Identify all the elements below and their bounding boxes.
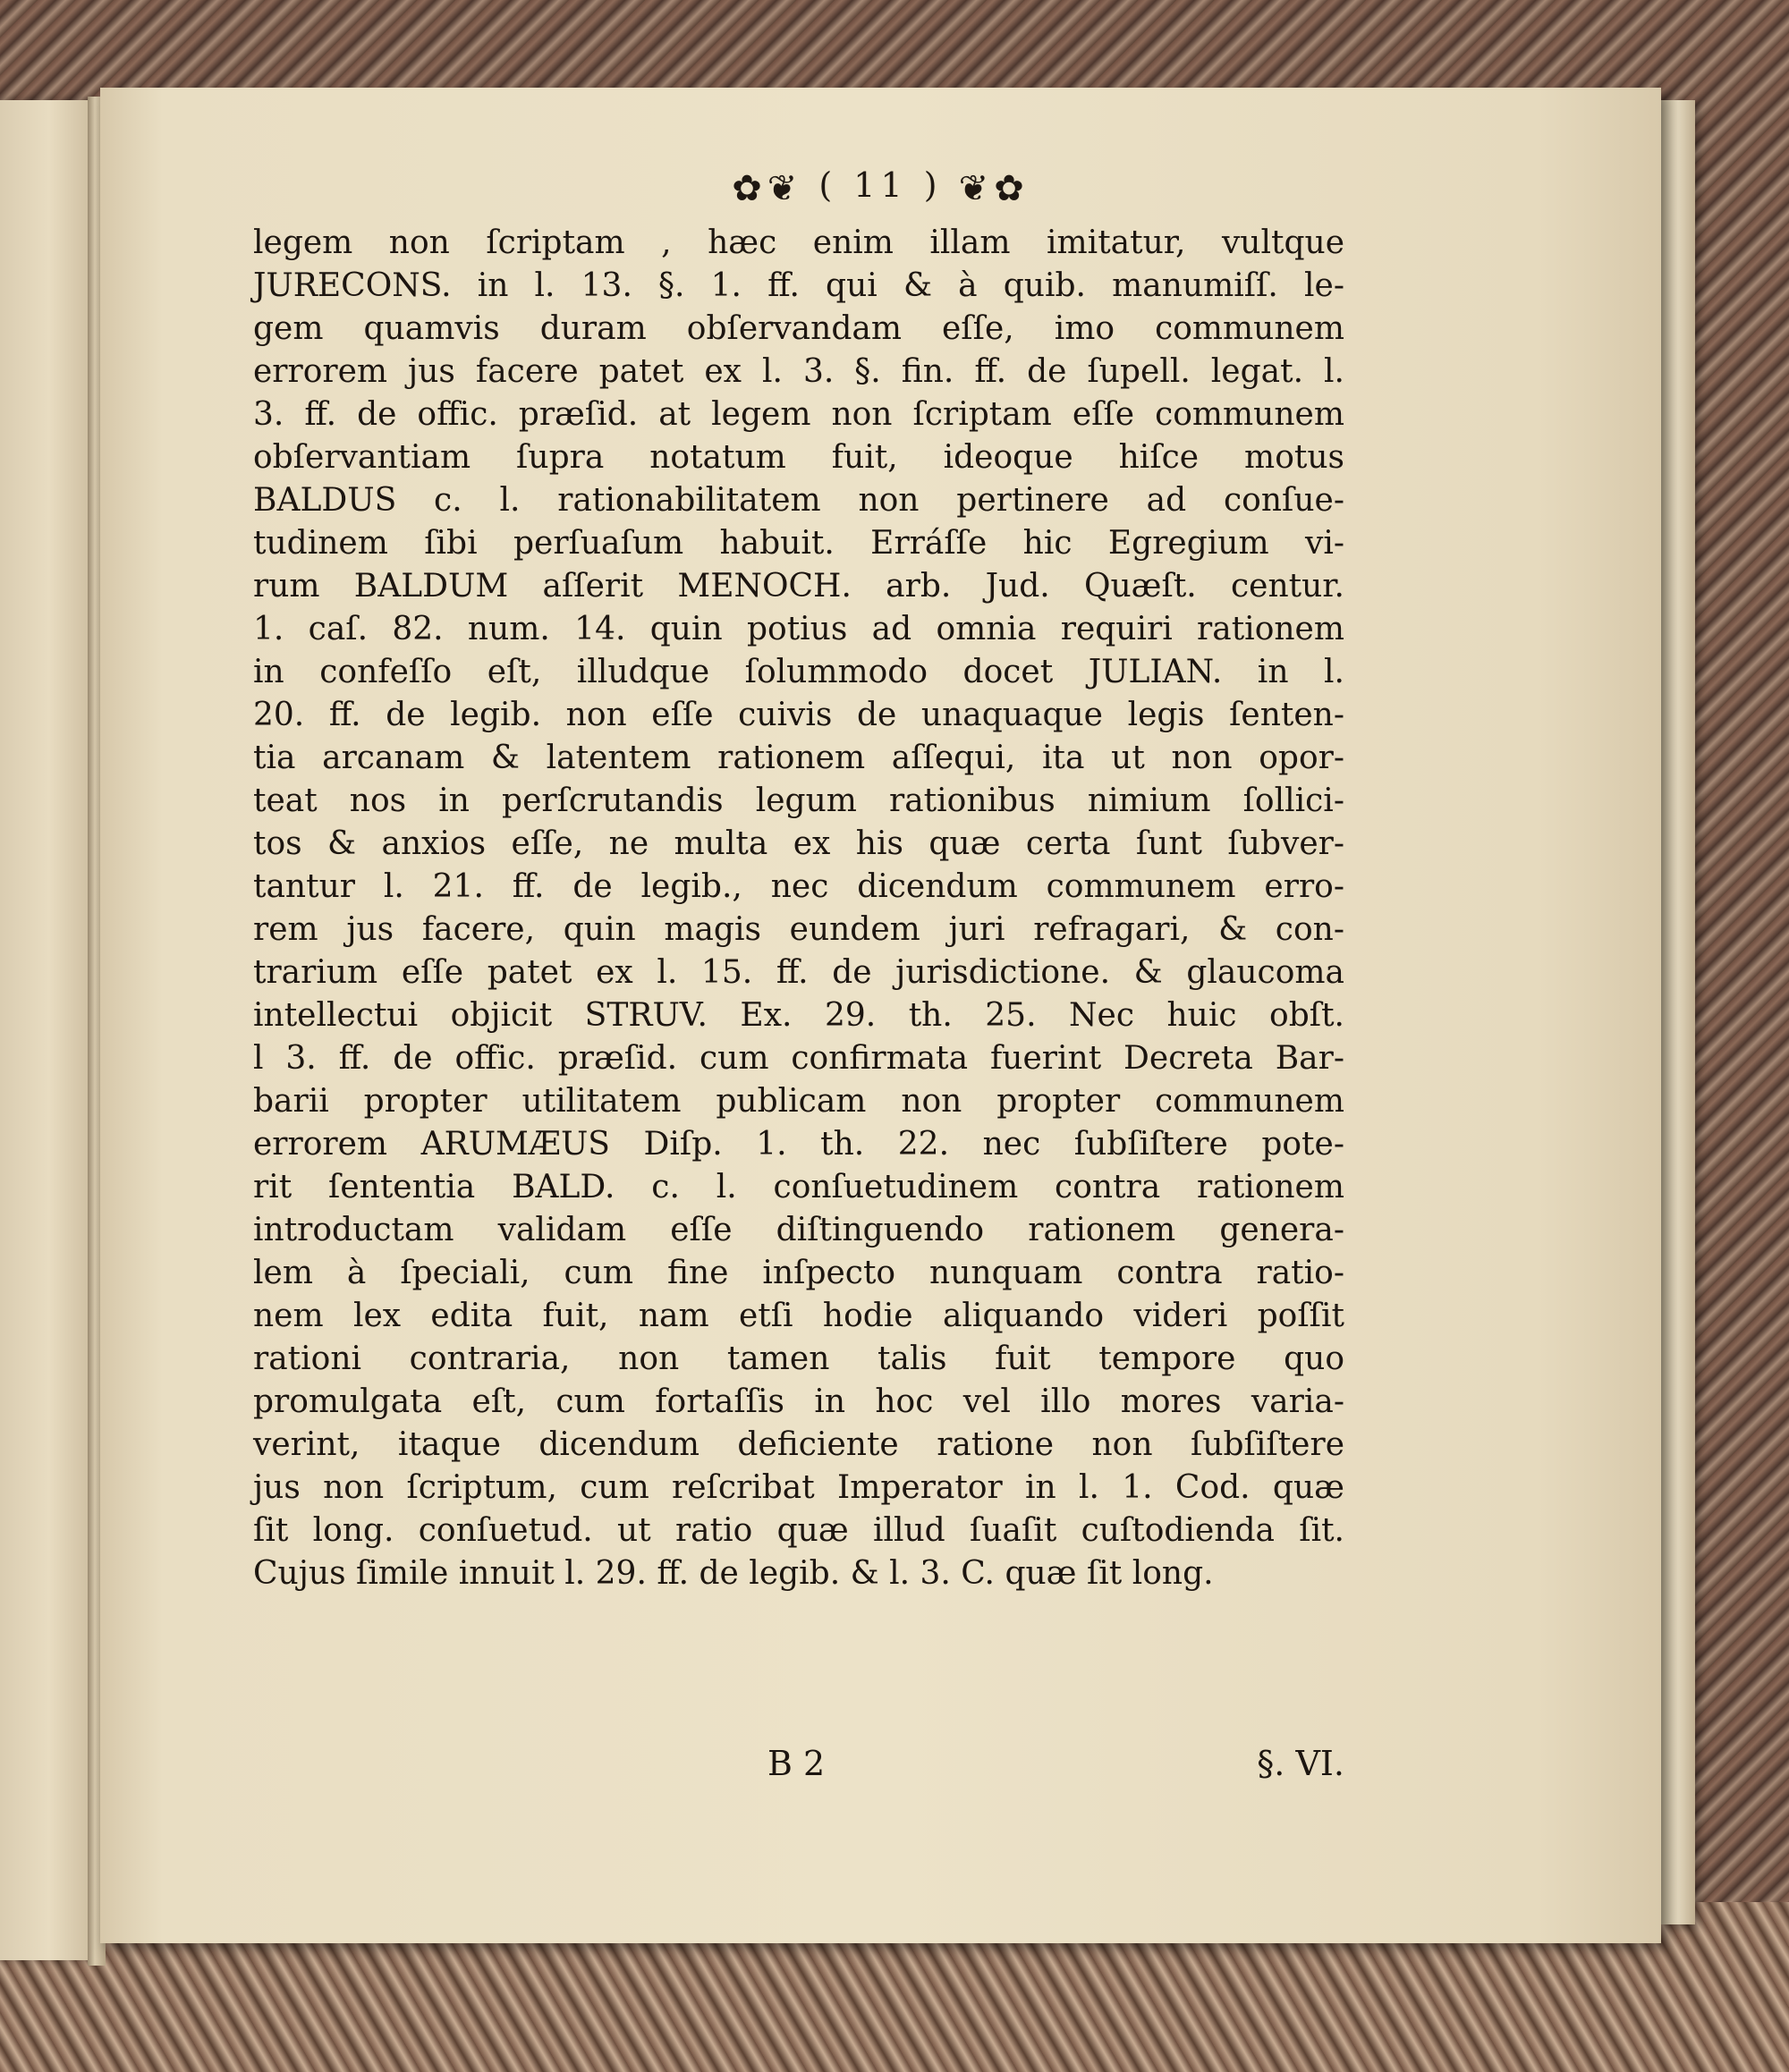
text-line: BALDUS c. l. rationabilitatem non pertinere ad conſue- bbox=[253, 482, 1344, 519]
text-line: obſervantiam ſupra notatum fuit, ideoque hiſce motus bbox=[253, 439, 1344, 476]
text-line: rit ſententia BALD. c. l. conſuetudinem contra rationem bbox=[253, 1169, 1344, 1205]
text-line: promulgata eſt, cum fortaſſis in hoc vel illo mores varia- bbox=[253, 1383, 1344, 1420]
ornament-left-icon: ✿❦ bbox=[732, 167, 803, 209]
text-line: in confeſſo eſt, illudque ſolummodo docet JULIAN. in l. bbox=[253, 654, 1344, 690]
text-line: Cujus ſimile innuit l. 29. ff. de legib. & l. 3. C. quæ ſit long. bbox=[253, 1555, 1214, 1592]
catchword: §. VI. bbox=[1257, 1744, 1344, 1783]
text-line: 1. caſ. 82. num. 14. quin potius ad omnia requiri rationem bbox=[253, 611, 1344, 647]
text-line: tantur l. 21. ff. de legib., nec dicendum communem erro- bbox=[253, 868, 1344, 905]
text-line: l 3. ff. de offic. præſid. cum confirmata fuerint Decreta Bar- bbox=[253, 1040, 1344, 1077]
text-line: trarium eſſe patet ex l. 15. ff. de jurisdictione. & glaucoma bbox=[253, 954, 1344, 991]
text-line: legem non ſcriptam , hæc enim illam imitatur, vultque bbox=[253, 224, 1344, 261]
text-line: introductam validam eſſe diſtinguendo rationem genera- bbox=[253, 1212, 1344, 1248]
right-page-stack bbox=[1661, 100, 1695, 1924]
page-header bbox=[100, 165, 1661, 209]
text-line: lem à ſpeciali, cum fine inſpecto nunquam contra ratio- bbox=[253, 1255, 1344, 1291]
text-line: ſit long. conſuetud. ut ratio quæ illud ſuaſit cuſtodienda ſit. bbox=[253, 1512, 1344, 1549]
body-text bbox=[253, 222, 1344, 1595]
text-line: barii propter utilitatem publicam non propter communem bbox=[253, 1083, 1344, 1120]
ornament-right-icon: ❦✿ bbox=[958, 167, 1030, 209]
signature-mark: B 2 bbox=[767, 1744, 826, 1783]
text-line: teat nos in perſcrutandis legum rationibus nimium ſollici- bbox=[253, 782, 1344, 819]
text-line: tudinem ſibi perſuaſum habuit. Erráſſe hic Egregium vi- bbox=[253, 525, 1344, 562]
text-line: errorem jus facere patet ex l. 3. §. fin. ff. de ſupell. legat. l. bbox=[253, 353, 1344, 390]
text-line: rum BALDUM aſſerit MENOCH. arb. Jud. Quæſt. centur. bbox=[253, 568, 1344, 605]
text-line: intellectui objicit STRUV. Ex. 29. th. 25. Nec huic obſt. bbox=[253, 997, 1344, 1034]
text-line: verint, itaque dicendum deficiente ratione non ſubſiſtere bbox=[253, 1426, 1344, 1463]
text-line: jus non ſcriptum, cum reſcribat Imperator in l. 1. Cod. quæ bbox=[253, 1469, 1344, 1506]
text-line: 20. ff. de legib. non eſſe cuivis de unaquaque legis ſenten- bbox=[253, 697, 1344, 733]
text-line: 3. ff. de offic. præſid. at legem non ſcriptam eſſe communem bbox=[253, 396, 1344, 433]
text-line: errorem ARUMÆUS Diſp. 1. th. 22. nec ſubſiſtere pote- bbox=[253, 1126, 1344, 1163]
left-page-edge bbox=[0, 100, 94, 1960]
text-line: nem lex edita fuit, nam etſi hodie aliquando videri poſſit bbox=[253, 1298, 1344, 1334]
page-number: ( 11 ) bbox=[818, 165, 943, 205]
page-footer bbox=[253, 1744, 1344, 1787]
text-line: rationi contraria, non tamen talis fuit tempore quo bbox=[253, 1340, 1344, 1377]
text-line: tos & anxios eſſe, ne multa ex his quæ certa ſunt ſubver- bbox=[253, 825, 1344, 862]
text-line: JURECONS. in l. 13. §. 1. ff. qui & à quib. manumiſſ. le- bbox=[253, 267, 1344, 304]
text-line: tia arcanam & latentem rationem aſſequi, ita ut non opor- bbox=[253, 740, 1344, 776]
text-line: rem jus facere, quin magis eundem juri refragari, & con- bbox=[253, 911, 1344, 948]
text-line: gem quamvis duram obſervandam eſſe, imo communem bbox=[253, 310, 1344, 347]
